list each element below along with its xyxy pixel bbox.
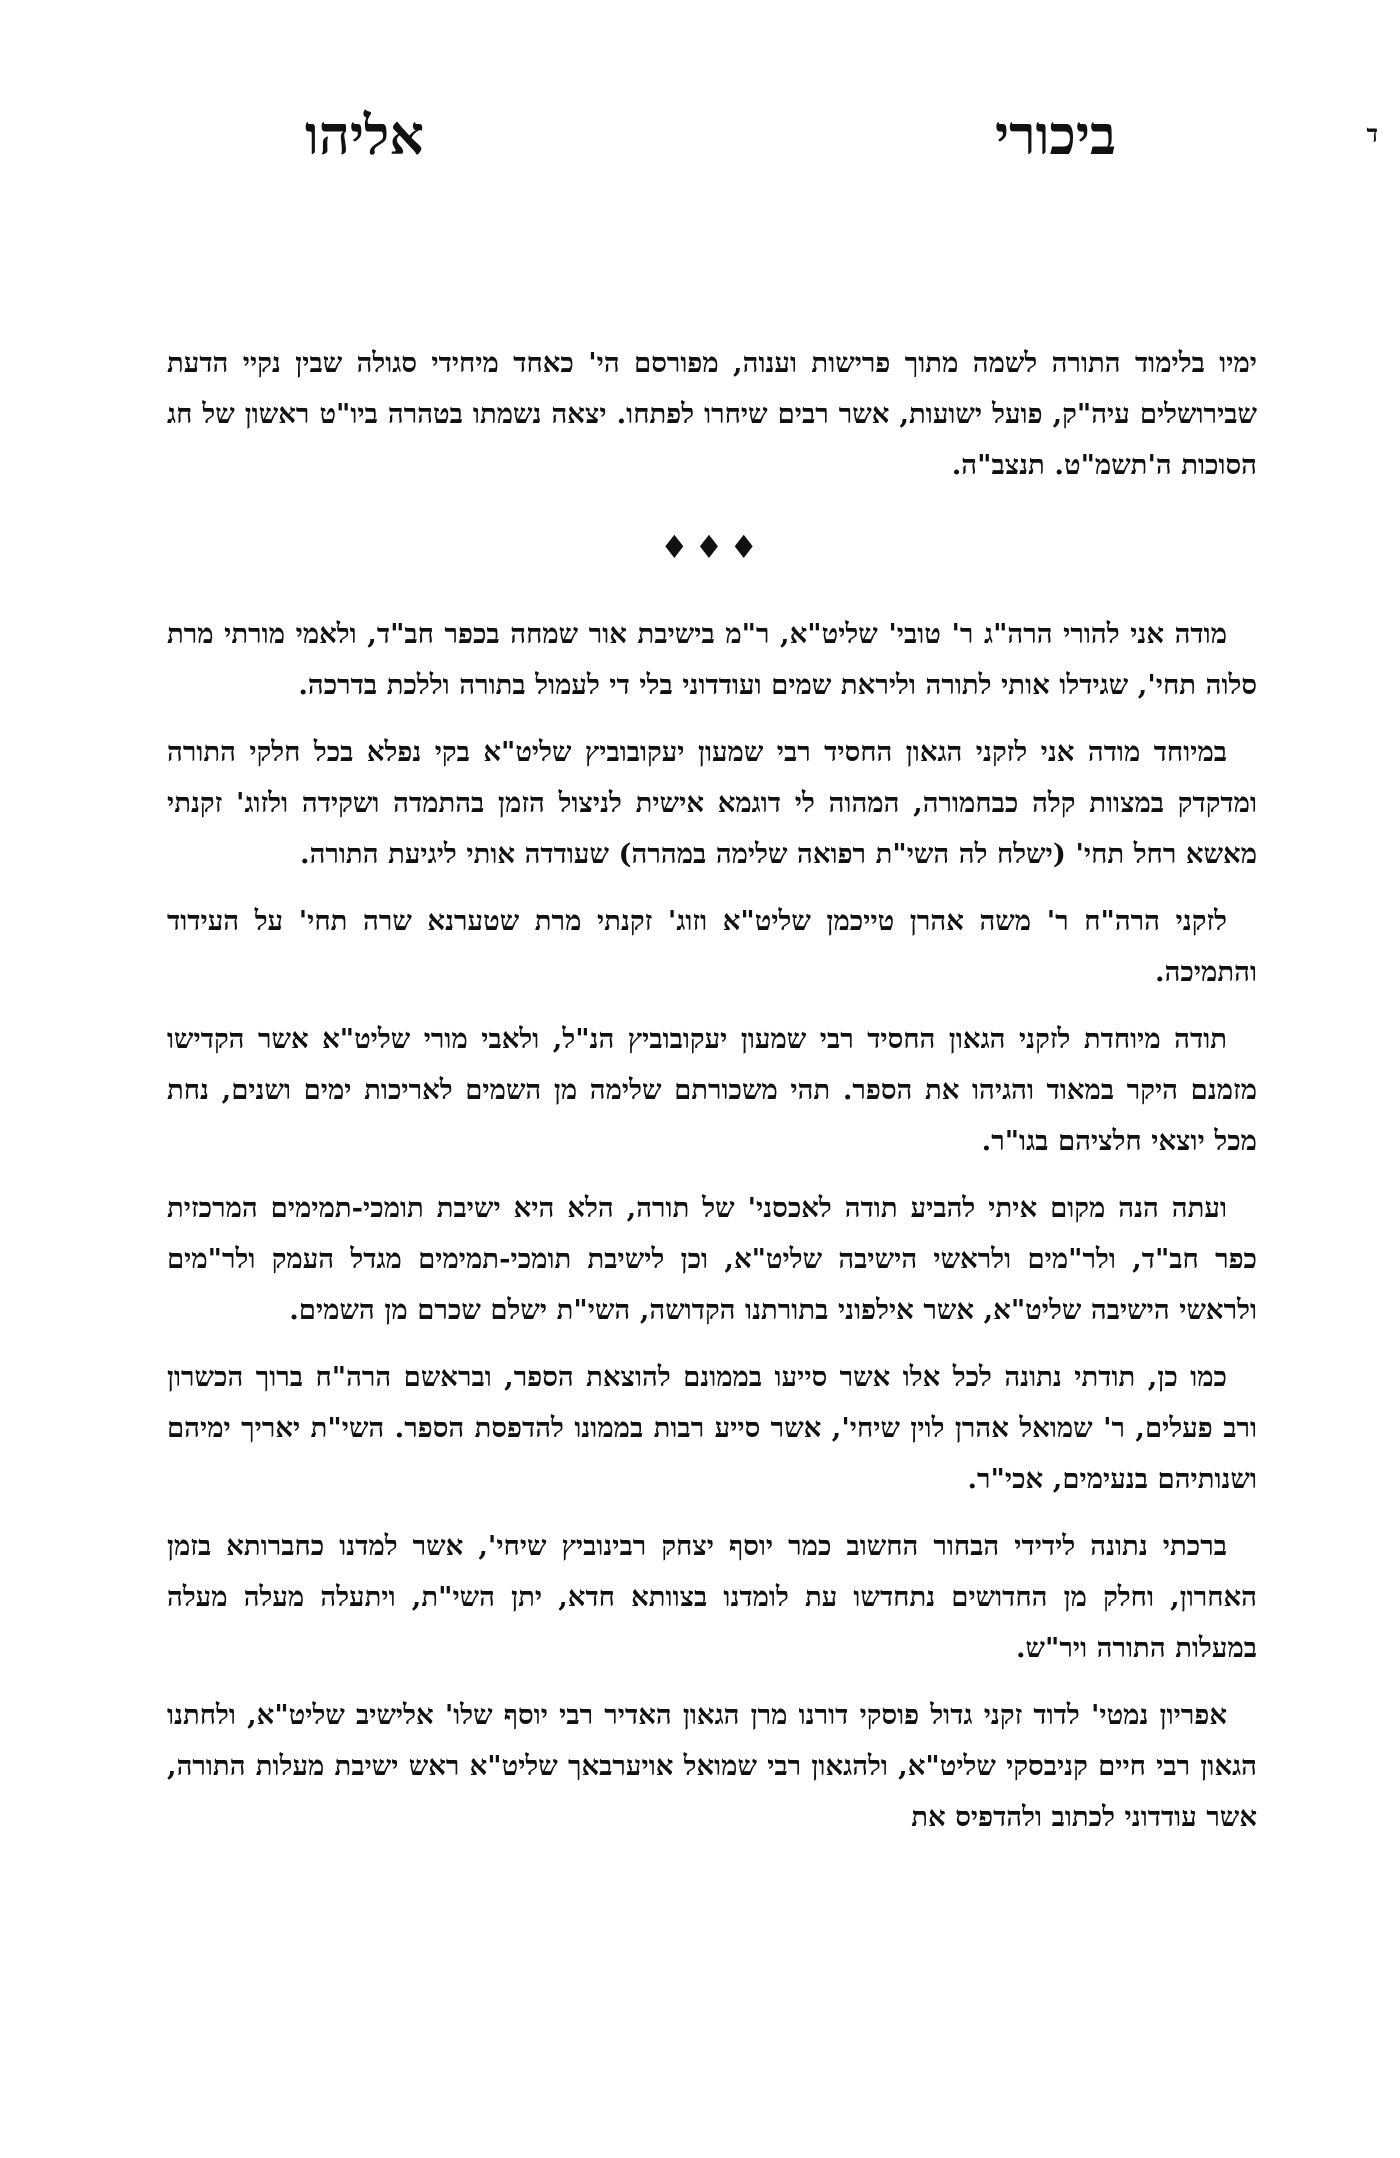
paragraph-thanks-study-partner: ברכתי נתונה לידידי הבחור החשוב כמר יוסף יצחק רבינוביץ שיחי', אשר למדנו כחברותא בזמן האחרון, וחלק מן החדושים נתחדשו עת לומדנו בצוותא חדא, יתן השי"ת, ויתעלה מעלה מעלה במעלות התורה ויר"ש. [167, 1530, 1257, 1664]
paragraph-continued: ימיו בלימוד התורה לשמה מתוך פרישות וענוה, מפורסם הי' כאחד מיחידי סגולה שבין נקיי הדעת שבירושלים עיה"ק, פועל ישועות, אשר רבים שיחרו לפתחו. יצאה נשמתו בטהרה ביו"ט ראשון של חג הסוכות ה'תשמ"ט. תנצב"ה. [167, 347, 1257, 481]
running-title-right: ביכורי [995, 103, 1117, 167]
paragraph-thanks-grandparents: לזקני הרה"ח ר' משה אהרן טייכמן שליט"א וזוג' זקנתי מרת שטערנא שרה תחי' על העידוד והתמיכה. [167, 905, 1257, 988]
paragraph-thanks-yeshiva: ועתה הנה מקום איתי להביע תודה לאכסני' של תורה, הלא היא ישיבת תומכי-תמימים המרכזית כפר חב"ד, ולר"מים ולראשי הישיבה שליט"א, וכן לישיבת תומכי-תמימים מגדל העמק ולר"מים ולראשי הישיבה שליט"א, אשר אילפוני בתורתנו הקדושה, השי"ת ישלם שכרם מן השמים. [167, 1192, 1257, 1326]
paragraph-thanks-proofreading: תודה מיוחדת לזקני הגאון החסיד רבי שמעון יעקובוביץ הנ"ל, ולאבי מורי שליט"א אשר הקדישו מזמנם היקר במאוד והגיהו את הספר. תהי משכורתם שלימה מן השמים לאריכות ימים ושנים, נחת מכל יוצאי חלציהם בגו"ר. [167, 1023, 1257, 1157]
running-title-left: אליהו [305, 103, 424, 167]
page-header [0, 95, 1400, 165]
diamond-separator: ♦♦♦ [659, 528, 765, 566]
paragraph-thanks-rabbis: אפריון נמטי' לדוד זקני גדול פוסקי דורנו מרן הגאון האדיר רבי יוסף שלו' אלישיב שליט"א, ולחתנו הגאון רבי חיים קניבסקי שליט"א, ולהגאון רבי שמואל אויערבאך שליט"א ראש ישיבת מעלות התורה, אשר עודדוני לכתוב ולהדפיס את [167, 1699, 1257, 1833]
page-number: ד [1366, 119, 1378, 148]
paragraph-thanks-grandfather: במיוחד מודה אני לזקני הגאון החסיד רבי שמעון יעקובוביץ שליט"א בקי נפלא בכל חלקי התורה ומדקדק במצוות קלה כבחמורה, המהוה לי דוגמא אישית לניצול הזמן בהתמדה ושקידה ולזוג' זקנתי מאשא רחל תחי' (ישלח לה השי"ת רפואה שלימה במהרה) שעודדה אותי ליגיעת התורה. [167, 736, 1257, 870]
paragraph-thanks-parents: מודה אני להורי הרה"ג ר' טובי' שליט"א, ר"מ בישיבת אור שמחה בכפר חב"ד, ולאמי מורתי מרת סלוה תחי', שגידלו אותי לתורה וליראת שמים ועודדוני בלי די לעמול בתורה וללכת בדרכה. [167, 618, 1257, 701]
paragraph-thanks-donors: כמו כן, תודתי נתונה לכל אלו אשר סייעו בממונם להוצאת הספר, ובראשם הרה"ח ברוך הכשרון ורב פעלים, ר' שמואל אהרן לוין שיחי', אשר סייע רבות בממונו להדפסת הספר. השי"ת יאריך ימיהם ושנותיהם בנעימים, אכי"ר. [167, 1361, 1257, 1495]
page-body [167, 338, 1257, 1859]
